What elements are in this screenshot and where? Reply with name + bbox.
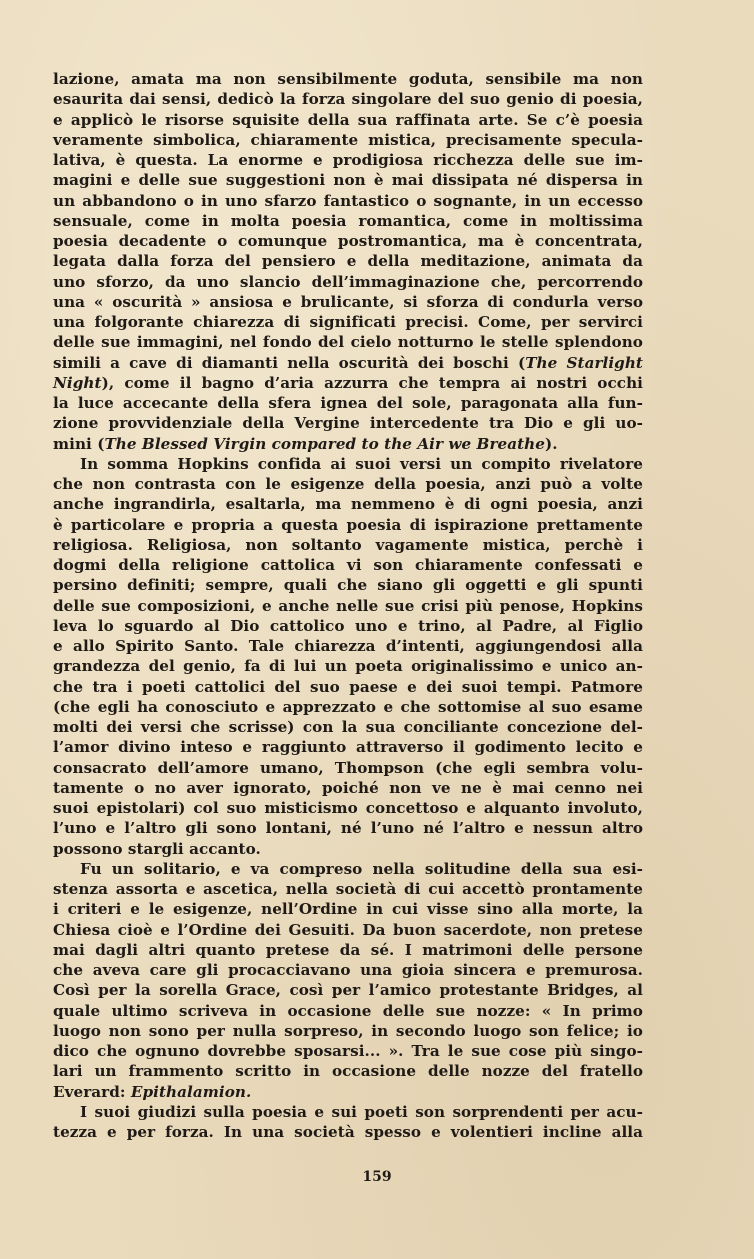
text-line: è particolare e propria a questa poesia di ispirazione prettamente bbox=[53, 515, 643, 534]
body-text bbox=[53, 69, 643, 1142]
text-line: anche ingrandirla, esaltarla, ma nemmeno è di ogni poesia, anzi bbox=[53, 495, 643, 514]
text-line: consacrato dell’amore umano, Thompson (che egli sembra volu- bbox=[53, 758, 643, 777]
text-line: lazione, amata ma non sensibilmente goduta, sensibile ma non bbox=[53, 70, 643, 88]
text-line: i criteri e le esigenze, nell’Ordine in cui visse sino alla morte, la bbox=[53, 900, 643, 919]
text-line: uno sforzo, da uno slancio dell’immaginazione che, percorrendo bbox=[53, 272, 643, 291]
text-line: che non contrasta con le esigenze della poesia, anzi può a volte bbox=[53, 475, 643, 493]
paragraph-4 bbox=[53, 1102, 643, 1143]
text-line: un abbandono o in uno sfarzo fantastico o sognante, in un eccesso bbox=[53, 191, 643, 210]
text-line: lativa, è questa. La enorme e prodigiosa ricchezza delle sue im- bbox=[53, 151, 643, 169]
text-line: e applicò le risorse squisite della sua raffinata arte. Se c’è poesia bbox=[53, 110, 643, 129]
text-line: una folgorante chiarezza di significati precisi. Come, per servirci bbox=[53, 313, 643, 331]
text-line: I suoi giudizi sulla poesia e sui poeti son sorprendenti per acu- bbox=[80, 1102, 643, 1121]
text-line: che tra i poeti cattolici del suo paese e dei suoi tempi. Patmore bbox=[53, 677, 643, 696]
text-line: esaurita dai sensi, dedicò la forza singolare del suo genio di poesia, bbox=[53, 90, 643, 109]
text-fragment: ), come il bagno d’aria azzurra che tempra ai nostri occhi bbox=[101, 373, 643, 392]
text-fragment: simili a cave di diamanti nella oscurità dei boschi ( bbox=[53, 353, 526, 372]
text-line: religiosa. Religiosa, non soltanto vagamente mistica, perchè i bbox=[53, 535, 643, 554]
text-line: veramente simbolica, chiaramente mistica, precisamente specula- bbox=[53, 130, 643, 149]
text-line: magini e delle sue suggestioni non è mai dissipata né dispersa in bbox=[53, 171, 643, 190]
text-line: Chiesa cioè e l’Ordine dei Gesuiti. Da buon sacerdote, non pretese bbox=[53, 920, 643, 939]
text-fragment: ). bbox=[544, 434, 558, 453]
text-line: delle sue composizioni, e anche nelle sue crisi più penose, Hopkins bbox=[53, 596, 643, 615]
text-line: tamente o no aver ignorato, poiché non ve ne è mai cenno nei bbox=[53, 778, 643, 797]
page-number: 159 bbox=[362, 1169, 392, 1185]
text-line: luogo non sono per nulla sorpreso, in secondo luogo son felice; io bbox=[53, 1021, 643, 1040]
text-line: una « oscurità » ansiosa e brulicante, si sforza di condurla verso bbox=[53, 292, 643, 311]
text-line: delle sue immagini, nel fondo del cielo notturno le stelle splendono bbox=[53, 333, 643, 352]
text-line: zione provvidenziale della Vergine intercedente tra Dio e gli uo- bbox=[53, 414, 643, 433]
text-fragment: Everard: bbox=[53, 1082, 131, 1101]
text-line: e allo Spirito Santo. Tale chiarezza d’intenti, aggiungendosi alla bbox=[53, 637, 643, 655]
text-line: leva lo sguardo al Dio cattolico uno e trino, al Padre, al Figlio bbox=[53, 616, 643, 635]
paragraph-3 bbox=[53, 859, 643, 1102]
text-line: possono stargli accanto. bbox=[53, 839, 261, 858]
text-line: l’amor divino inteso e raggiunto attraverso il godimento lecito e bbox=[53, 738, 643, 757]
text-line: dico che ognuno dovrebbe sposarsi... ». Tra le sue cose più singo- bbox=[53, 1042, 643, 1060]
text-fragment: mini ( bbox=[53, 434, 105, 453]
text-line-with-title bbox=[53, 434, 643, 454]
poem-title: Night bbox=[53, 373, 102, 392]
text-line: persino definiti; sempre, quali che siano gli oggetti e gli spunti bbox=[53, 576, 643, 595]
text-line-with-title bbox=[53, 373, 643, 393]
text-line: grandezza del genio, fa di lui un poeta originalissimo e unico an- bbox=[53, 657, 643, 676]
poem-title: Epithalamion. bbox=[130, 1082, 252, 1101]
text-line: che aveva care gli procacciavano una gioia sincera e premurosa. bbox=[53, 961, 643, 979]
text-line: stenza assorta e ascetica, nella società di cui accettò prontamente bbox=[53, 880, 643, 898]
text-line: molti dei versi che scrisse) con la sua conciliante concezione del- bbox=[53, 718, 643, 736]
text-line: la luce accecante della sfera ignea del sole, paragonata alla fun- bbox=[53, 394, 643, 412]
poem-title: The Starlight bbox=[525, 353, 643, 372]
text-line: legata dalla forza del pensiero e della meditazione, animata da bbox=[53, 252, 643, 271]
text-line: lari un frammento scritto in occasione delle nozze del fratello bbox=[53, 1062, 643, 1081]
text-line: Così per la sorella Grace, così per l’amico protestante Bridges, al bbox=[53, 981, 643, 1000]
text-line: l’uno e l’altro gli sono lontani, né l’uno né l’altro e nessun altro bbox=[53, 819, 643, 838]
poem-title: The Blessed Virgin compared to the Air we Breathe bbox=[104, 434, 545, 453]
text-line: tezza e per forza. In una società spesso e volentieri incline alla bbox=[53, 1123, 643, 1141]
text-line: mai dagli altri quanto pretese da sé. I matrimoni delle persone bbox=[53, 940, 643, 959]
text-line: Fu un solitario, e va compreso nella solitudine della sua esi- bbox=[80, 859, 643, 878]
text-line: suoi epistolari) col suo misticismo concettoso e alquanto involuto, bbox=[53, 799, 643, 817]
paragraph-1 bbox=[53, 69, 643, 454]
text-line: quale ultimo scriveva in occasione delle sue nozze: « In primo bbox=[53, 1001, 643, 1020]
text-line: In somma Hopkins confida ai suoi versi un compito rivelatore bbox=[80, 454, 643, 473]
text-line: poesia decadente o comunque postromantica, ma è concentrata, bbox=[53, 232, 643, 250]
paragraph-2 bbox=[53, 454, 643, 859]
text-line-with-title bbox=[53, 1082, 643, 1102]
text-line-with-title bbox=[53, 353, 643, 373]
text-line: (che egli ha conosciuto e apprezzato e che sottomise al suo esame bbox=[53, 697, 643, 716]
text-line: dogmi della religione cattolica vi son chiaramente confessati e bbox=[53, 556, 643, 574]
text-line: sensuale, come in molta poesia romantica, come in moltissima bbox=[53, 211, 643, 230]
